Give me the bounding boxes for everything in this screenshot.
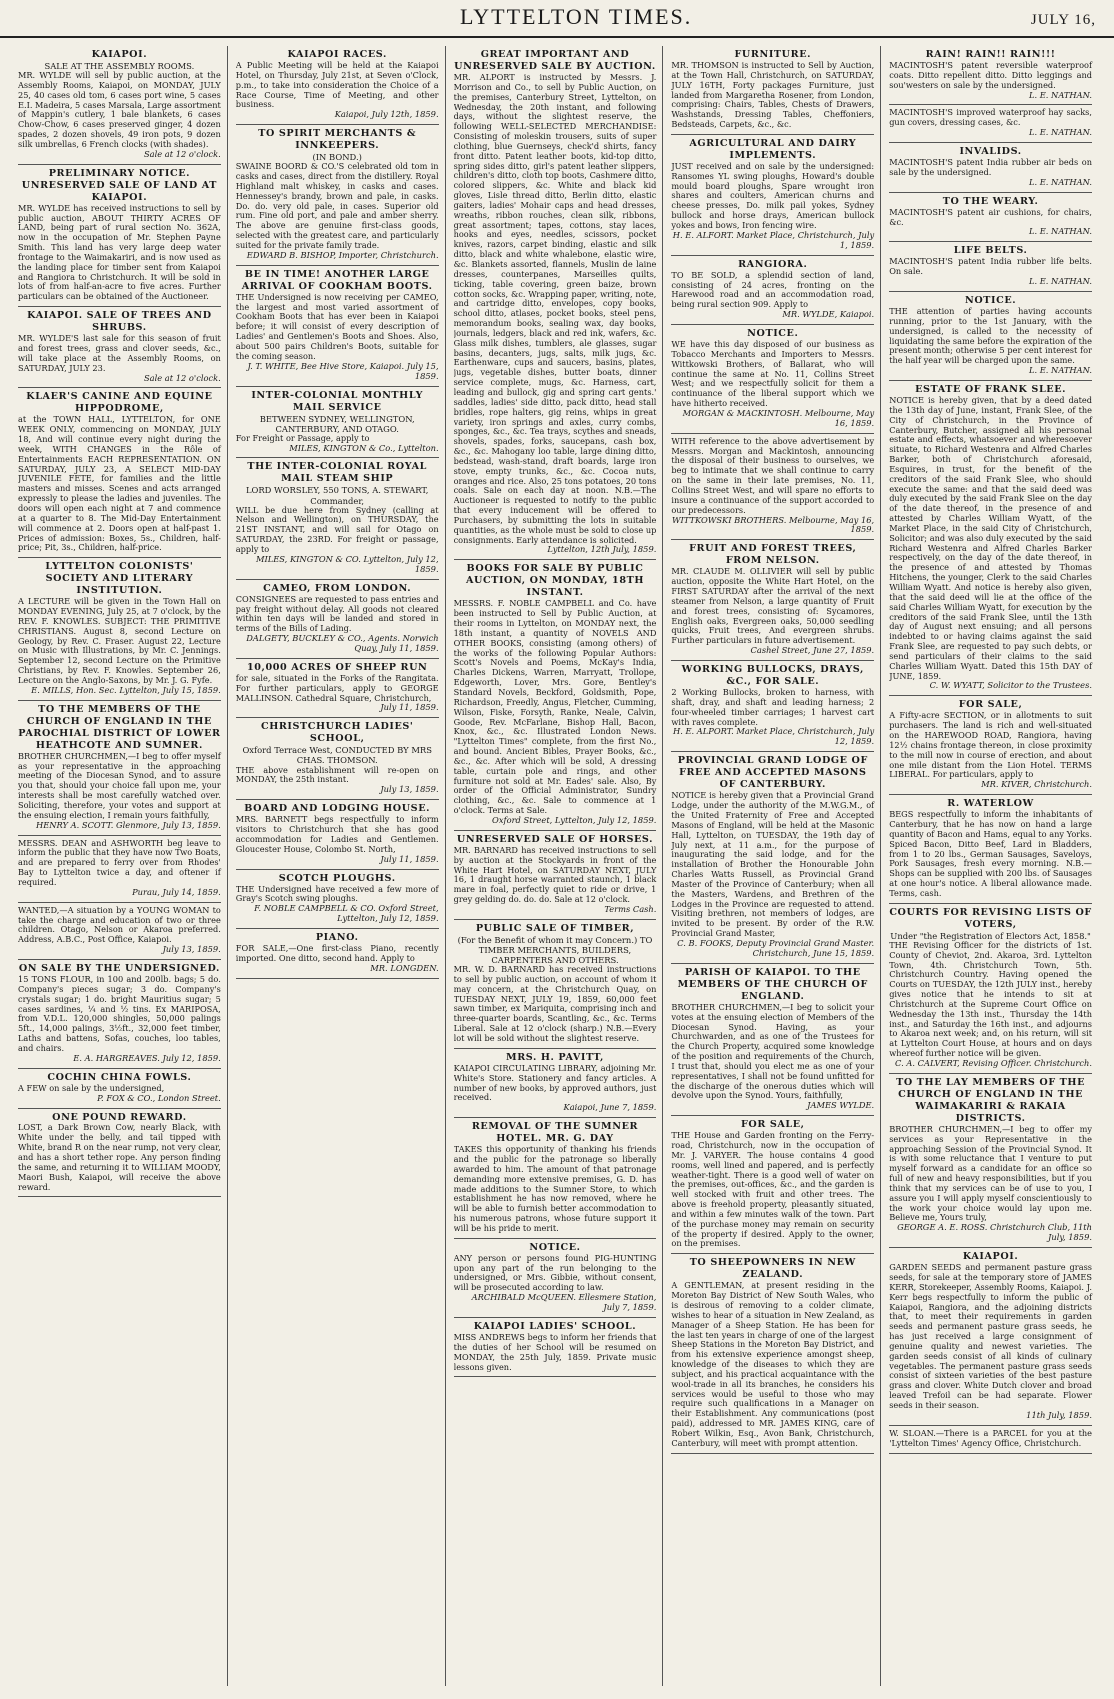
- advertisement: [18, 1069, 221, 1109]
- page-header: [0, 0, 1114, 38]
- advertisement: [671, 434, 874, 541]
- ad-signature: Kaiapoi, July 12th, 1859.: [334, 109, 439, 120]
- ad-body: THE Undersigned have received a few more of Gray's Scotch swing ploughs.: [235, 883, 439, 904]
- ad-signature: MILES, KINGTON & Co., Lyttelton.: [289, 442, 439, 453]
- ad-heading: BOARD AND LODGING HOUSE.: [244, 803, 431, 815]
- ad-heading: RAIN! RAIN!! RAIN!!!: [925, 49, 1056, 60]
- ad-heading: FRUIT AND FOREST TREES, FROM NELSON.: [689, 543, 857, 567]
- advertisement: [889, 904, 1092, 1074]
- advertisement: [454, 831, 657, 920]
- ad-body: A LECTURE will be given in the Town Hall on MONDAY EVENING, July 25, at 7 o'clock, by the REV. F. KNOWLES. SUBJECT: THE PRIMITIVE CHRISTIANS. August 8, second Lecture on Geology, by Rev. C. Fraser. August 22, Lecture on Music with Illustrations, by Mr. C. Jennings. September 12, second Lecture on the Primitive Christians, by Rev. F. Knowles. September 26, Lecture on the Anglo-Saxons, by Mr. J. G. Fyfe.: [18, 596, 221, 685]
- ad-body: THE attention of parties having accounts running, prior to the 1st January, with the undersigned, is called to the necessity of liquidating the same before the expiration of the present month; otherwise 5 per cent interest for the half year will be charged upon the same.: [889, 305, 1092, 366]
- ad-body: MR. ALPORT is instructed by Messrs. J. Morrison and Co., to sell by Public Auction, on the premises, Canterbury Street, Lyttelton, on Wednesday, the 20th instant, and following days, without the slightest reserve, the following WELL-SELECTED MERCHANDISE: Consisting of moleskin trousers, suits of super clothing, blue Guernseys, check'd shirts, fancy front ditto. Patent leather boots, kid-top ditto, spring sides ditto, girl's patent leather slippers, children's ditto, cloth top boots, Cashmere ditto, colored slippers, &c. White and black kid gloves, Lisle thread ditto, Berlin ditto, elastic gaiters, ladies' Mohair caps and head dresses, wreaths, ribbon rouches, clean silk, ribbons, great assortment; tapes, cottons, stay laces, hooks and eyes, needles, scissors, pocket knives, razors, carpet binding, elastic and silk ditto, black and white whalebone, elastic wire, &c. Blankets assorted, flannels, Muslin de laine dresses, counterpanes, Marseilles quilts, ticking, table covering, green baize, brown cotton socks, &c. Wrapping paper, writing, note, and cartridge ditto, envelopes, copy books, school ditto, atlases, pocket books, steel pens, memorandum books, sealing wax, day books, journals, ledgers, black and red ink, wafers, &c. Glass milk dishes, tumblers, ale glasses, sugar basins, decanters, jugs, salts, milk jugs, &c. Earthenware, cups and saucers, basins, plates, jugs, vegetable dishes, butter boats, dinner service complete, mugs, &c. Harness, cart, leading and bullock, gig and spring cart gents.' saddles, ladies' side ditto, pack ditto, head stall bridles, rope halters, gig reins, whips in great variety, iron springs and axles, curry combs, sponges, &c., &c. Tea trays, scythes and sneads, shovels, spades, forks, saucepans, cash box, &c., &c. Mahogany loo table, large dining ditto, bedstead, wash-stand, draft boards, large iron stove, empty trunks, &c., &c. Cocoa nuts, oranges and rice. Also, 25 tons potatoes, 20 tons coals. Sale on each day at noon. N.B.—The Auctioneer is requested to notify to the public that every inducement will be offered to Purchasers, by submitting the lots in suitable quantities, as the whole must be sold to close up consignments. Early attendance is solicited.: [453, 71, 657, 545]
- advertisement: [18, 307, 221, 388]
- advertisement: [454, 1239, 657, 1318]
- advertisement: [671, 46, 874, 135]
- advertisement: [671, 256, 874, 325]
- ad-signature: H. E. ALFORT. Market Place, Christchurch, July 1, 1859.: [672, 229, 875, 250]
- ad-heading: COCHIN CHINA FOWLS.: [47, 1071, 192, 1083]
- ad-body: at the TOWN HALL, LYTTELTON, for ONE WEEK ONLY, commencing on MONDAY, JULY 18, And will continue every night during the week, WITH CHANGES in the Rôle of Entertainments EACH REPRESENTATION. ON SATURDAY, JULY 23, A SELECT MID-DAY JUVENILE FETE, for families and the little masters and misses. Scenes and acts arranged expressly to please the ladies and juveniles. The doors will open each night at 7 and commence at a quarter to 8. The Mid-Day Entertainment will commence at 2. Doors open at half-past 1. Prices of admission: Boxes, 5s., Children, half-price; Pit, 3s., Children, half-price.: [18, 414, 221, 553]
- ad-heading: REMOVAL OF THE SUMNER HOTEL. MR. G. DAY: [471, 1121, 639, 1145]
- ad-body: GARDEN SEEDS and permanent pasture grass seeds, for sale at the temporary store of JAMES KERR, Storekeeper, Assembly Rooms, Kaiapoi. J. Kerr begs respectfully to inform the public of Kaiapoi, Rangiora, and the adjoining districts that, to meet their requirements in garden seeds and permanent pasture grass seeds, he has just received a large consignment of genuine quality and newest varieties. The garden seeds consist of all kinds of culinary vegetables. The permanent pasture grass seeds consist of sixteen varieties of the best pasture grass and clover. White Dutch clover and broad leaved Trefoil can be had separate. Flower seeds in their season.: [889, 1262, 1092, 1411]
- ad-body: MR. CLAUDE M. OLLIVIER will sell by public auction, opposite the White Hart Hotel, on the FIRST SATURDAY after the arrival of the next steamer from Nelson, a large quantity of Fruit and forest trees, consisting of: Sycamores, English oaks, Evergreen oaks, 50,000 seedling quicks, Fruit trees, And evergreen shrubs. Further particulars in future advertisement.: [671, 566, 875, 646]
- ad-body: THE House and Garden fronting on the Ferry-road, Christchurch, now in the occupation of Mr. J. VARYER. The house contains 4 good rooms, well lined and papered, and is perfectly weather-tight. There is a good well of water on the premises, out-offices, &c., and the garden is well stocked with fruit and other trees. The above is freehold property, pleasantly situated, and within a few minutes walk of the town. Part of the purchase money may remain on security of the property if desired. Apply to the owner, on the premises.: [671, 1130, 875, 1249]
- ad-heading: MRS. H. PAVITT,: [505, 1051, 604, 1063]
- ad-body: NOTICE is hereby given, that by a deed dated the 13th day of June, instant, Frank Slee, of the City of Christchurch, in the Province of Canterbury, Butcher, assigned all his personal estate and effects, whatsoever and wheresoever situate, to Richard Westenra and Alfred Charles Barker, both of Christchurch aforesaid, Esquires, in trust, for the benefit of the creditors of the said Frank Slee, who should execute the same: and that the said deed was duly executed by the said Frank Slee on the day of the date thereof, in the presence of and attested by Charles William Wyatt, of the Market Place, in the said City of Christchurch, Solicitor; and was also duly executed by the said Richard Westenra and Alfred Charles Barker respectively, on the day of the date thereof, in the presence of and attested by Thomas Hitchens, the younger, Clerk to the said Charles William Wyatt. And notice is hereby also given, that the said deed will lie at the office of the said Charles William Wyatt, for execution by the creditors of the said Frank Slee, until the 13th day of August next ensuing; and all persons indebted to or having claims against the said Frank Slee, are requested to pay such debts, or send particulars of their claims to the said Charles William Wyatt. Dated this 15th DAY of JUNE, 1859.: [889, 394, 1092, 681]
- ad-body: WITH reference to the above advertisement by Messrs. Morgan and Mackintosh, announcing the disposal of their business to ourselves, we beg to intimate that we shall continue to carry on the same in their late premises, No. 11, Collins Street West, and will spare no efforts to insure a continuance of the support accorded to our predecessors.: [671, 435, 875, 515]
- ad-heading: THE INTER-COLONIAL ROYAL MAIL STEAM SHIP: [247, 461, 427, 485]
- ad-signature: Sale at 12 o'clock.: [143, 372, 221, 383]
- advertisement: [889, 1426, 1092, 1454]
- ad-body: CONSIGNEES are requested to pass entries and pay freight without delay. All goods not cleared within ten days will be landed and stored in terms of the Bills of Lading.: [235, 593, 439, 634]
- ad-heading: INVALIDS.: [959, 146, 1022, 158]
- ad-body: MR. WYLDE has received instructions to sell by public auction, ABOUT THIRTY ACRES OF LAND, being part of rural section No. 362A, now in the occupation of Mr. Stephen Payne Smith. This land has very large deep water frontage to the Waimakariri, and is now used as the landing place for timber sent from Kaiapoi and Rangiora to Christchurch. It will be sold in lots of from half-an-acre to five acres. Further particulars can be obtained of the Auctioneer.: [18, 202, 221, 302]
- ad-body: LOST, a Dark Brown Cow, nearly Black, with White under the belly, and tail tipped with White, brand R on the near rump, not very clear, and has a short tether rope. Any person finding the same, and returning it to WILLIAM MOODY, Maori Bush, Kaiapoi, will receive the above reward.: [18, 1122, 221, 1192]
- ad-body: MR. BARNARD has received instructions to sell by auction at the Stockyards in front of the White Hart Hotel, on SATURDAY NEXT, JULY 16, 1 draught horse warranted staunch, 1 black mare in foal, perfectly quiet to ride or drive, 1 grey gelding do. do. do. Sale at 12 o'clock.: [453, 844, 657, 905]
- ad-signature: HENRY A. SCOTT. Glenmore, July 13, 1859.: [35, 819, 221, 830]
- advertisement: [889, 1074, 1092, 1248]
- ad-body: MR. W. D. BARNARD has received instructions to sell by public auction, on account of whom it may concern, at the Christchurch Quay, on TUESDAY NEXT, JULY 19, 1859, 60,000 feet sawn timber, ex Mariquita, comprising inch and three-quarter boards, Scantling, &c., &c. Terms Liberal. Sale at 12 o'clock (sharp.) N.B.—Every lot will be sold without the slightest reserve.: [453, 964, 657, 1044]
- ad-signature: L. E. NATHAN.: [1028, 176, 1092, 187]
- ad-body: SWAINE BOORD & CO.'S celebrated old tom in casks and cases, direct from the distillery. Royal Highland malt whiskey, in casks and cases. Hennessey's brandy, brown and pale, in casks. Do. do. very old pale, in cases. Superior old rum. Fine old port, and pale and amber sherry. The above are genuine first-class goods, selected with the greatest care, and particularly suited for the private family trade.: [235, 161, 439, 250]
- ad-body: FOR SALE,—One first-class Piano, recently imported. One ditto, second hand. Apply to: [235, 943, 439, 963]
- ad-signature: P. FOX & CO., London Street.: [97, 1092, 221, 1103]
- ad-heading: INTER-COLONIAL MONTHLY MAIL SERVICE: [251, 389, 424, 413]
- advertisement: [18, 903, 221, 960]
- ad-body: BEGS respectfully to inform the inhabitants of Canterbury, that he has now on hand a large quantity of Bacon and Hams, equal to any Yorks. Spiced Bacon, Ditto Beef, Lard in Bladders, from 1 to 20 lbs., German Sausages, Saveloys, Pork Sausages, fresh every morning. N.B.—Shops can be supplied with 200 lbs. of Sausages at one hour's notice. A liberal allowance made. Terms, cash.: [889, 809, 1092, 898]
- ad-heading: ONE POUND REWARD.: [52, 1111, 187, 1123]
- ad-body: BROTHER CHURCHMEN,—I beg to offer myself as your representative in the approaching meeting of the Diocesan Synod, and to assure you that, should your choice fall upon me, your interests shall be most carefully watched over. Soliciting, therefore, your votes and support at the ensuing election, I remain yours faithfully,: [18, 750, 221, 820]
- ad-signature: MR. WYLDE, Kaiapoi.: [782, 309, 875, 320]
- ad-signature: Cashel Street, June 27, 1859.: [750, 645, 875, 656]
- ad-signature: Lyttelton, 12th July, 1859.: [547, 544, 657, 555]
- columns: [18, 46, 1098, 1686]
- column-5: [889, 46, 1098, 1686]
- ad-body: For Freight or Passage, apply to: [235, 432, 370, 443]
- advertisement: [889, 105, 1092, 143]
- ad-signature: 11th July, 1859.: [1026, 1409, 1092, 1420]
- ad-signature: GEORGE A. E. ROSS. Christchurch Club, 11th July, 1859.: [897, 1222, 1092, 1243]
- advertisement: [236, 580, 439, 659]
- ad-signature: JAMES WYLDE.: [807, 1100, 875, 1111]
- ad-body: THE above establishment will re-open on MONDAY, the 25th instant.: [235, 764, 439, 785]
- advertisement: [236, 387, 439, 459]
- ad-heading: SCOTCH PLOUGHS.: [278, 872, 396, 884]
- ad-signature: MR. KIVER, Christchurch.: [981, 779, 1092, 790]
- advertisement: [236, 266, 439, 387]
- advertisement: [454, 1118, 657, 1239]
- ad-subheading: Under "the Registration of Electors Act, 1858.": [890, 930, 1091, 941]
- ad-body: 2 Working Bullocks, broken to harness, with shaft, dray, and shaft and leading harness; 2 four-wheeled timber carriages; 1 harvest cart with raves complete.: [671, 687, 875, 727]
- ad-heading: TO THE LAY MEMBERS OF THE CHURCH OF ENGLAND IN THE WAIMAKARIRI & RAKAIA DISTRICTS.: [896, 1076, 1085, 1124]
- ad-signature: F. NOBLE CAMPBELL & CO. Oxford Street, Lyttelton, July 12, 1859.: [254, 903, 439, 924]
- ad-signature: DALGETY, BUCKLEY & CO., Agents. Norwich Quay, July 11, 1859.: [246, 633, 439, 654]
- ad-signature: Kaiapoi, June 7, 1859.: [563, 1102, 657, 1113]
- ad-heading: LYTTELTON COLONISTS' SOCIETY AND LITERARY INSTITUTION.: [45, 561, 194, 597]
- ad-heading: GREAT IMPORTANT AND UNRESERVED SALE BY AUCTION.: [454, 49, 656, 72]
- column-1: [18, 46, 228, 1686]
- advertisement: [671, 1116, 874, 1254]
- ad-signature: H. E. ALPORT. Market Place, Christchurch, July 12, 1859.: [672, 726, 875, 747]
- ad-signature: Terms Cash.: [604, 903, 657, 914]
- ad-body: MACINTOSH'S patent air cushions, for chairs, &c.: [889, 206, 1092, 227]
- ad-body: A Public Meeting will be held at the Kaiapoi Hotel, on Thursday, July 21st, at Seven o'Clock, p.m., to take into consideration the Choice of a Race Course, Time of Meeting, and other business.: [235, 59, 439, 110]
- ad-heading: KAIAPOI LADIES' SCHOOL.: [473, 1321, 637, 1332]
- ad-signature: July 13, 1859.: [162, 944, 221, 955]
- ad-signature: WITTKOWSKI BROTHERS. Melbourne, May 16, 1859.: [672, 514, 875, 535]
- ad-heading: TO THE MEMBERS OF THE CHURCH OF ENGLAND IN THE PAROCHIAL DISTRICT OF LOWER HEATHCOTE AND SUMNER.: [18, 703, 221, 751]
- ad-signature: MORGAN & MACKINTOSH. Melbourne, May 16, 1859.: [682, 407, 875, 428]
- ad-heading: PUBLIC SALE OF TIMBER,: [475, 922, 635, 934]
- advertisement: [671, 752, 874, 964]
- ad-signature: ARCHIBALD McQUEEN. Ellesmere Station, July 7, 1859.: [471, 1292, 657, 1313]
- ad-heading: RANGIORA.: [738, 258, 808, 270]
- ad-body: THE Revising Officer for the districts of 1st. County of Cheviot, 2nd. Akaroa, 3rd. Lyttelton Town, 4th. Christchurch Town, 5th. Christchurch Country. Having opened the Courts on TUESDAY, the 12th JULY inst., hereby gives notice that he intends to sit at Christchurch at the Supreme Court Office on Wednesday the 13th inst., Thursday the 14th inst., and Saturday the 16th inst., and adjourns to Akaroa next week; and, on his return, will sit at Lyttelton Court House, at hours and on days whereof further notice will be given.: [889, 939, 1092, 1059]
- ad-signature: E. MILLS, Hon. Sec. Lyttelton, July 15, 1859.: [31, 684, 221, 695]
- ad-heading: LIFE BELTS.: [953, 245, 1028, 257]
- advertisement: [454, 560, 657, 830]
- ad-signature: Sale at 12 o'clock.: [143, 148, 221, 159]
- ad-heading: CAMEO, FROM LONDON.: [263, 582, 412, 594]
- ad-heading: BE IN TIME! ANOTHER LARGE ARRIVAL OF COOKHAM BOOTS.: [241, 268, 433, 292]
- ad-heading: R. WATERLOW: [947, 798, 1034, 810]
- advertisement: [236, 929, 439, 979]
- advertisement: [236, 125, 439, 266]
- advertisement: [671, 661, 874, 752]
- ad-heading: KAIAPOI.: [91, 49, 148, 60]
- ad-signature: EDWARD B. BISHOP, Importer, Christchurch.: [246, 249, 439, 260]
- ad-heading: FOR SALE,: [740, 1119, 805, 1131]
- ad-signature: July 13, 1859.: [380, 784, 439, 795]
- ad-signature: MILES, KINGTON & CO. Lyttelton, July 12, 1859.: [255, 553, 439, 574]
- ad-heading: ON SALE BY THE UNDERSIGNED.: [18, 963, 220, 975]
- advertisement: [18, 165, 221, 307]
- ad-heading: PROVINCIAL GRAND LODGE OF FREE AND ACCEPTED MASONS OF CANTERBURY.: [677, 755, 868, 791]
- ad-body: WE have this day disposed of our business as Tobacco Merchants and Importers to Messrs. Wittkowski Brothers, of Ballarat, who will continue the same at No. 11, Collins Street West; and we respectfully solicit for them a continuance of the liberal support which we have hitherto received.: [671, 338, 875, 409]
- ad-heading: TO SPIRIT MERCHANTS & INNKEEPERS.: [258, 128, 417, 152]
- ad-body: MR. WYLDE'S last sale for this season of fruit and forest trees, grass and clover seeds, &c., will take place at the Assembly Rooms, on SATURDAY, JULY 23.: [18, 333, 221, 373]
- ad-heading: FURNITURE.: [734, 49, 812, 60]
- column-3: [454, 46, 664, 1686]
- ad-body: MESSRS. F. NOBLE CAMPBELL and Co. have been instructed to Sell by Public Auction, at their rooms in Lyttelton, on MONDAY next, the 18th instant, a quantity of NOVELS AND OTHER BOOKS, consisting (among others) of the works of the following Popular Authors: Scott's Novels and Poems, McKay's India, Charles Dickens, Warren, Marryatt, Trollope, Edgeworth, Lover, Mrs. Gore, Bentley's Standard Novels, Beckford, Goldsmith, Pope, Richardson, Freedly, Angus, Fletcher, Cumming, Wilson, Fiske, Forsyth, Ranke, Neale, Calvin, Goode, Rev. McFarlane, Bishop Hall, Bacon, Knox, &c., &c. Illustrated London News. "Lyttelton Times" complete, from the first No., and bound. Ancient Bibles, Prayer Books, &c., &c., &c. After which will be sold, A dressing table, curtain pole and rings, and other furniture not sold at Mr. Eades' sale. Also, By order of the Official Administrator, Sundry clothing, &c., &c. Sale to commence at 1 o'clock. Terms at Sale.: [453, 598, 657, 816]
- advertisement: [18, 701, 221, 836]
- advertisement: [671, 135, 874, 256]
- ad-heading: 10,000 ACRES OF SHEEP RUN: [246, 661, 428, 673]
- ad-heading: KAIAPOI.: [962, 1251, 1019, 1263]
- ad-heading: FOR SALE,: [958, 699, 1023, 711]
- advertisement: [454, 920, 657, 1049]
- column-4: [671, 46, 881, 1686]
- ad-body: WILL be due here from Sydney (calling at Nelson and Wellington), on THURSDAY, the 21ST INSTANT, and will sail for Otago on SATURDAY, the 23RD. For freight or passage, apply to: [235, 504, 439, 554]
- ad-body: 15 TONS FLOUR, in 100 and 200lb. bags; 5 do. Company's pieces sugar; 3 do. Company's crystals sugar; 1 do. bright Mauritius sugar; 5 cases sardines, ¼ and ½ tins. Ex MARIPOSA, from V.D.L. 120,000 shingles, 50,000 palings 5ft., 14,000 palings, 3½ft., 32,000 feet timber, Laths and battens, Sofas, couches, loo tables, and chairs.: [18, 974, 221, 1053]
- ad-body: for sale, situated in the Forks of the Rangitata. For further particulars, apply to GEORGE MALLINSON. Cathedral Square, Christchurch,: [235, 672, 439, 703]
- ad-body: NOTICE is hereby given that a Provincial Grand Lodge, under the authority of the M.W.G.M., of the United Fraternity of Free and Accepted Masons of England, will be held at the Masonic Hall, Lyttelton, on TUESDAY, the 19th day of July next, at 11 a.m., for the purpose of inaugurating the said lodge, and for the installation of Brother the Honourable John Charles Watts Russell, as Provincial Grand Master of the Province of Canterbury; when all the Masters, Wardens, and Brethren of the Lodges in the Province are requested to attend. Visiting brethren, not members of lodges, are invited to be present. By order of the R.W. Provincial Grand Master,: [671, 790, 875, 939]
- ad-signature: J. T. WHITE, Bee Hive Store, Kaiapoi. July 15, 1859.: [247, 360, 439, 381]
- ad-subheading: SALE AT THE ASSEMBLY ROOMS.: [44, 60, 195, 71]
- ad-body: A Fifty-acre SECTION, or in allotments to suit purchasers. The land is rich and well-situated on the HAREWOOD ROAD, Rangiora, having 12½ chains frontage thereon, in close proximity to the mill now in course of erection, and about one mile distant from the Lion Hotel. TERMS LIBERAL. For particulars, apply to: [889, 710, 1092, 780]
- ad-body: BROTHER CHURCHMEN,—I beg to solicit your votes at the ensuing election of Members of the Diocesan Synod. Having, as your Churchwarden, and as one of the Trustees for the Church Property, acquired some knowledge of the position and requirements of the Church, I trust that, should you elect me as one of your representatives, I shall not be found unfitted for the discharge of the onerous duties which will devolve upon the Synod. Yours, faithfully,: [671, 1001, 875, 1101]
- advertisement: [18, 558, 221, 701]
- ad-body: A FEW on sale by the undersigned,: [18, 1082, 165, 1093]
- advertisement: [889, 193, 1092, 243]
- ad-heading: PIANO.: [315, 932, 359, 944]
- ad-body: KAIAPOI CIRCULATING LIBRARY, adjoining Mr. White's Store. Stationery and fancy articles. A number of new books, by approved authors, just received.: [453, 1062, 657, 1103]
- advertisement: [236, 458, 439, 579]
- ad-body: MACINTOSH'S patent India rubber air beds on sale by the undersigned.: [889, 157, 1092, 177]
- advertisement: [18, 960, 221, 1069]
- advertisement: [889, 242, 1092, 292]
- ad-heading: NOTICE.: [529, 1241, 581, 1253]
- advertisement: [889, 795, 1092, 904]
- advertisement: [889, 381, 1092, 696]
- ad-subheading: Oxford Terrace West, CONDUCTED BY MRS CHAS. THOMSON.: [242, 745, 432, 766]
- ad-signature: L. E. NATHAN.: [1028, 89, 1092, 100]
- advertisement: [18, 46, 221, 165]
- ad-heading: ESTATE OF FRANK SLEE.: [915, 383, 1067, 395]
- advertisement: [236, 718, 439, 800]
- ad-subheading: LORD WORSLEY, 550 TONS, A. STEWART, Commander,: [245, 485, 429, 506]
- ad-heading: KAIAPOI RACES.: [287, 49, 387, 60]
- advertisement: [18, 388, 221, 558]
- ad-heading: TO THE WEARY.: [942, 195, 1039, 207]
- ad-signature: MR. LONGDEN.: [370, 962, 439, 973]
- ad-heading: TO SHEEPOWNERS IN NEW ZEALAND.: [689, 1257, 856, 1281]
- newspaper-title: LYTTELTON TIMES.: [460, 4, 693, 29]
- column-2: [236, 46, 446, 1686]
- ad-body: MRS. BARNETT begs respectfully to inform visitors to Christchurch that she has good accommodation for Ladies and Gentlemen. Gloucester House, Colombo St. North,: [235, 814, 439, 854]
- ad-heading: WORKING BULLOCKS, DRAYS, &C., FOR SALE.: [681, 664, 864, 688]
- ad-body: MACINTOSH'S patent India rubber life belts. On sale.: [889, 256, 1092, 277]
- ad-signature: Purau, July 14, 1859.: [132, 886, 221, 897]
- advertisement: [889, 292, 1092, 381]
- ad-subheading: BETWEEN SYDNEY, WELLINGTON, CANTERBURY, AND OTAGO.: [259, 413, 415, 434]
- ad-signature: L. E. NATHAN.: [1028, 127, 1092, 138]
- advertisement: [671, 964, 874, 1116]
- ad-heading: KAIAPOI. SALE OF TREES AND SHRUBS.: [27, 310, 212, 334]
- ad-body: BROTHER CHURCHMEN,—I beg to offer my services as your Representative in the approaching Session of the Provincial Synod. It is with some reluctance that I venture to put myself forward as a candidate for an office so full of new and heavy responsibilities, but if you think that my services can be of use to you, I assure you I will apply myself conscientiously to the work your choice would lay upon me. Believe me, Yours truly,: [889, 1123, 1092, 1223]
- ad-subheading: (IN BOND.): [312, 152, 362, 163]
- ad-heading: UNRESERVED SALE OF HORSES.: [456, 833, 654, 845]
- advertisement: [889, 46, 1092, 105]
- ad-heading: COURTS FOR REVISING LISTS OF VOTERS,: [889, 906, 1092, 930]
- advertisement: [671, 325, 874, 434]
- ad-body: MESSRS. DEAN and ASHWORTH beg leave to inform the public that they have now Two Boats, and are prepared to ferry over from Rhodes' Bay to Lyttelton twice a day, and oftener if required.: [18, 837, 221, 887]
- ad-signature: L. E. NATHAN.: [1028, 365, 1092, 376]
- ad-heading: BOOKS FOR SALE BY PUBLIC AUCTION, ON MONDAY, 18TH INSTANT.: [465, 563, 644, 599]
- advertisement: [236, 800, 439, 869]
- ad-signature: C. A. CALVERT, Revising Officer. Christchurch.: [895, 1057, 1092, 1068]
- advertisement: [671, 540, 874, 661]
- ad-signature: Oxford Street, Lyttelton, July 12, 1859.: [492, 814, 657, 825]
- ad-signature: L. E. NATHAN.: [1028, 276, 1092, 287]
- ad-body: JUST received and on sale by the undersigned: Ransomes YL swing ploughs, Howard's double mould board ploughs, Spare wrought iron shares and coulters, American churns and cheese presses, Do. milk pail yokes, Sydney bullock and horse drays, American bullock yokes and bows, Iron fencing wire.: [671, 160, 875, 230]
- ad-body: MISS ANDREWS begs to inform her friends that the duties of her School will be resumed on MONDAY, the 25th July, 1859. Private music lessons given.: [453, 1331, 657, 1372]
- ad-body: MR. THOMSON is instructed to Sell by Auction, at the Town Hall, Christchurch, on SATURDAY, JULY 16TH, Forty packages Furniture, just landed from Margaretha Rosener, from London, comprising: Chairs, Tables, Chests of Drawers, Washstands, Dressing Tables, Cheffoniers, Bedsteads, Carpets, &c., &c.: [671, 59, 875, 130]
- ad-body: ANY person or persons found PIG-HUNTING upon any part of the run belonging to the undersigned, or Mrs. Gibbie, without consent, will be prosecuted according to law.: [453, 1252, 657, 1293]
- advertisement: [236, 659, 439, 718]
- ad-heading: NOTICE.: [964, 294, 1017, 306]
- ad-heading: PRELIMINARY NOTICE. UNRESERVED SALE OF LAND AT KAIAPOI.: [21, 167, 218, 203]
- ad-body: WANTED,—A situation by a YOUNG WOMAN to take the charge and education of two or three children. Otago, Nelson or Akaroa preferred. Address, A.B.C., Post Office, Kaiapoi.: [18, 904, 221, 945]
- ad-heading: NOTICE.: [747, 327, 799, 339]
- advertisement: [18, 836, 221, 903]
- advertisement: [889, 1248, 1092, 1426]
- ad-body: TO BE SOLD, a splendid section of land, consisting of 24 acres, fronting on the Harewood road and an accommodation road, being rural section 909. Apply to: [671, 269, 875, 310]
- ad-body: W. SLOAN.—There is a PARCEL for you at the 'Lyttelton Times' Agency Office, Christchurch.: [889, 1427, 1092, 1448]
- ad-body: A GENTLEMAN, at present residing in the Moreton Bay District of New South Wales, who is desirous of removing to a colder climate, wishes to hear of a situation in New Zealand, as Manager of a Sheep Station. He has been for the last ten years in charge of one of the largest Sheep Stations in the Moreton Bay District, and from his extensive experience amongst sheep, knowledge of the diseases to which they are subject, and his practical acquaintance with the wool-trade in all its branches, he considers his services would be useful to those who may require such qualifications in a Manager on their Establishment. Any communications (post paid), addressed to MR. JAMES KING, care of Robert Wilkin, Esq., Avon Bank, Christchurch, Canterbury, will meet with prompt attention.: [671, 1280, 875, 1448]
- ad-body: MACINTOSH'S patent reversible waterproof coats. Ditto repellent ditto. Ditto leggings and sou'westers on sale by the undersigned.: [889, 59, 1092, 90]
- ad-signature: C. W. WYATT, Solicitor to the Trustees.: [929, 680, 1092, 691]
- advertisement: [236, 46, 439, 125]
- advertisement: [454, 1049, 657, 1118]
- ad-signature: July 11, 1859.: [380, 853, 439, 864]
- advertisement: [671, 1254, 874, 1453]
- advertisement: [236, 870, 439, 930]
- advertisement: [454, 1318, 657, 1377]
- advertisement: [889, 696, 1092, 795]
- ad-body: TAKES this opportunity of thanking his friends and the public for the patronage so liberally awarded to him. The amount of that patronage demanding more extensive premises, G. D. has made additions to the Sumner Store, to which establishment he has now removed, where he will be able to furnish better accommodation to his numerous patrons, whose future support it will be his pride to merit.: [453, 1144, 657, 1233]
- ad-body: MR. WYLDE will sell by public auction, at the Assembly Rooms, Kaiapoi, on MONDAY, JULY 25, 40 cases old tom, 6 cases port wine, 5 cases E.I. Madeira, 5 cases Marsala, Large assortment of Mappin's cutlery, 1 bale blankets, 6 cases Chow-Chow, 6 cases preserved ginger, 4 dozen spades, 2 dozen shovels, 49 iron pots, 9 dozen silk umbrellas, 6 French clocks (with shades).: [18, 70, 221, 149]
- ad-heading: KLAER'S CANINE AND EQUINE HIPPODROME,: [26, 391, 213, 415]
- ad-signature: L. E. NATHAN.: [1028, 226, 1092, 237]
- ad-heading: PARISH OF KAIAPOI. TO THE MEMBERS OF THE CHURCH OF ENGLAND.: [677, 966, 868, 1002]
- advertisement: [454, 46, 657, 560]
- ad-subheading: (For the Benefit of whom it may Concern.) TO TIMBER MERCHANTS, BUILDERS, CARPENTERS AND OTHERS.: [457, 934, 653, 966]
- ad-body: THE Undersigned is now receiving per CAMEO, the largest and most varied assortment of Cookham Boots that has ever been in Kaiapoi before; it will consist of every description of Ladies' and Gentlemen's Boots and Shoes. Also, about 500 pairs Children's Boots, suitable for the coming season.: [235, 291, 439, 361]
- ad-signature: E. A. HARGREAVES. July 12, 1859.: [73, 1052, 221, 1063]
- advertisement: [18, 1109, 221, 1198]
- issue-date: JULY 16,: [1030, 12, 1096, 28]
- ad-heading: AGRICULTURAL AND DAIRY IMPLEMENTS.: [689, 137, 857, 161]
- ad-body: MACINTOSH'S improved waterproof hay sacks, gun covers, dressing cases, &c.: [889, 107, 1092, 128]
- ad-heading: CHRISTCHURCH LADIES' SCHOOL,: [260, 721, 414, 745]
- ad-signature: July 11, 1859.: [380, 702, 439, 713]
- advertisement: [889, 143, 1092, 193]
- ad-signature: C. B. FOOKS, Deputy Provincial Grand Master. Christchurch, June 15, 1859.: [677, 937, 875, 958]
